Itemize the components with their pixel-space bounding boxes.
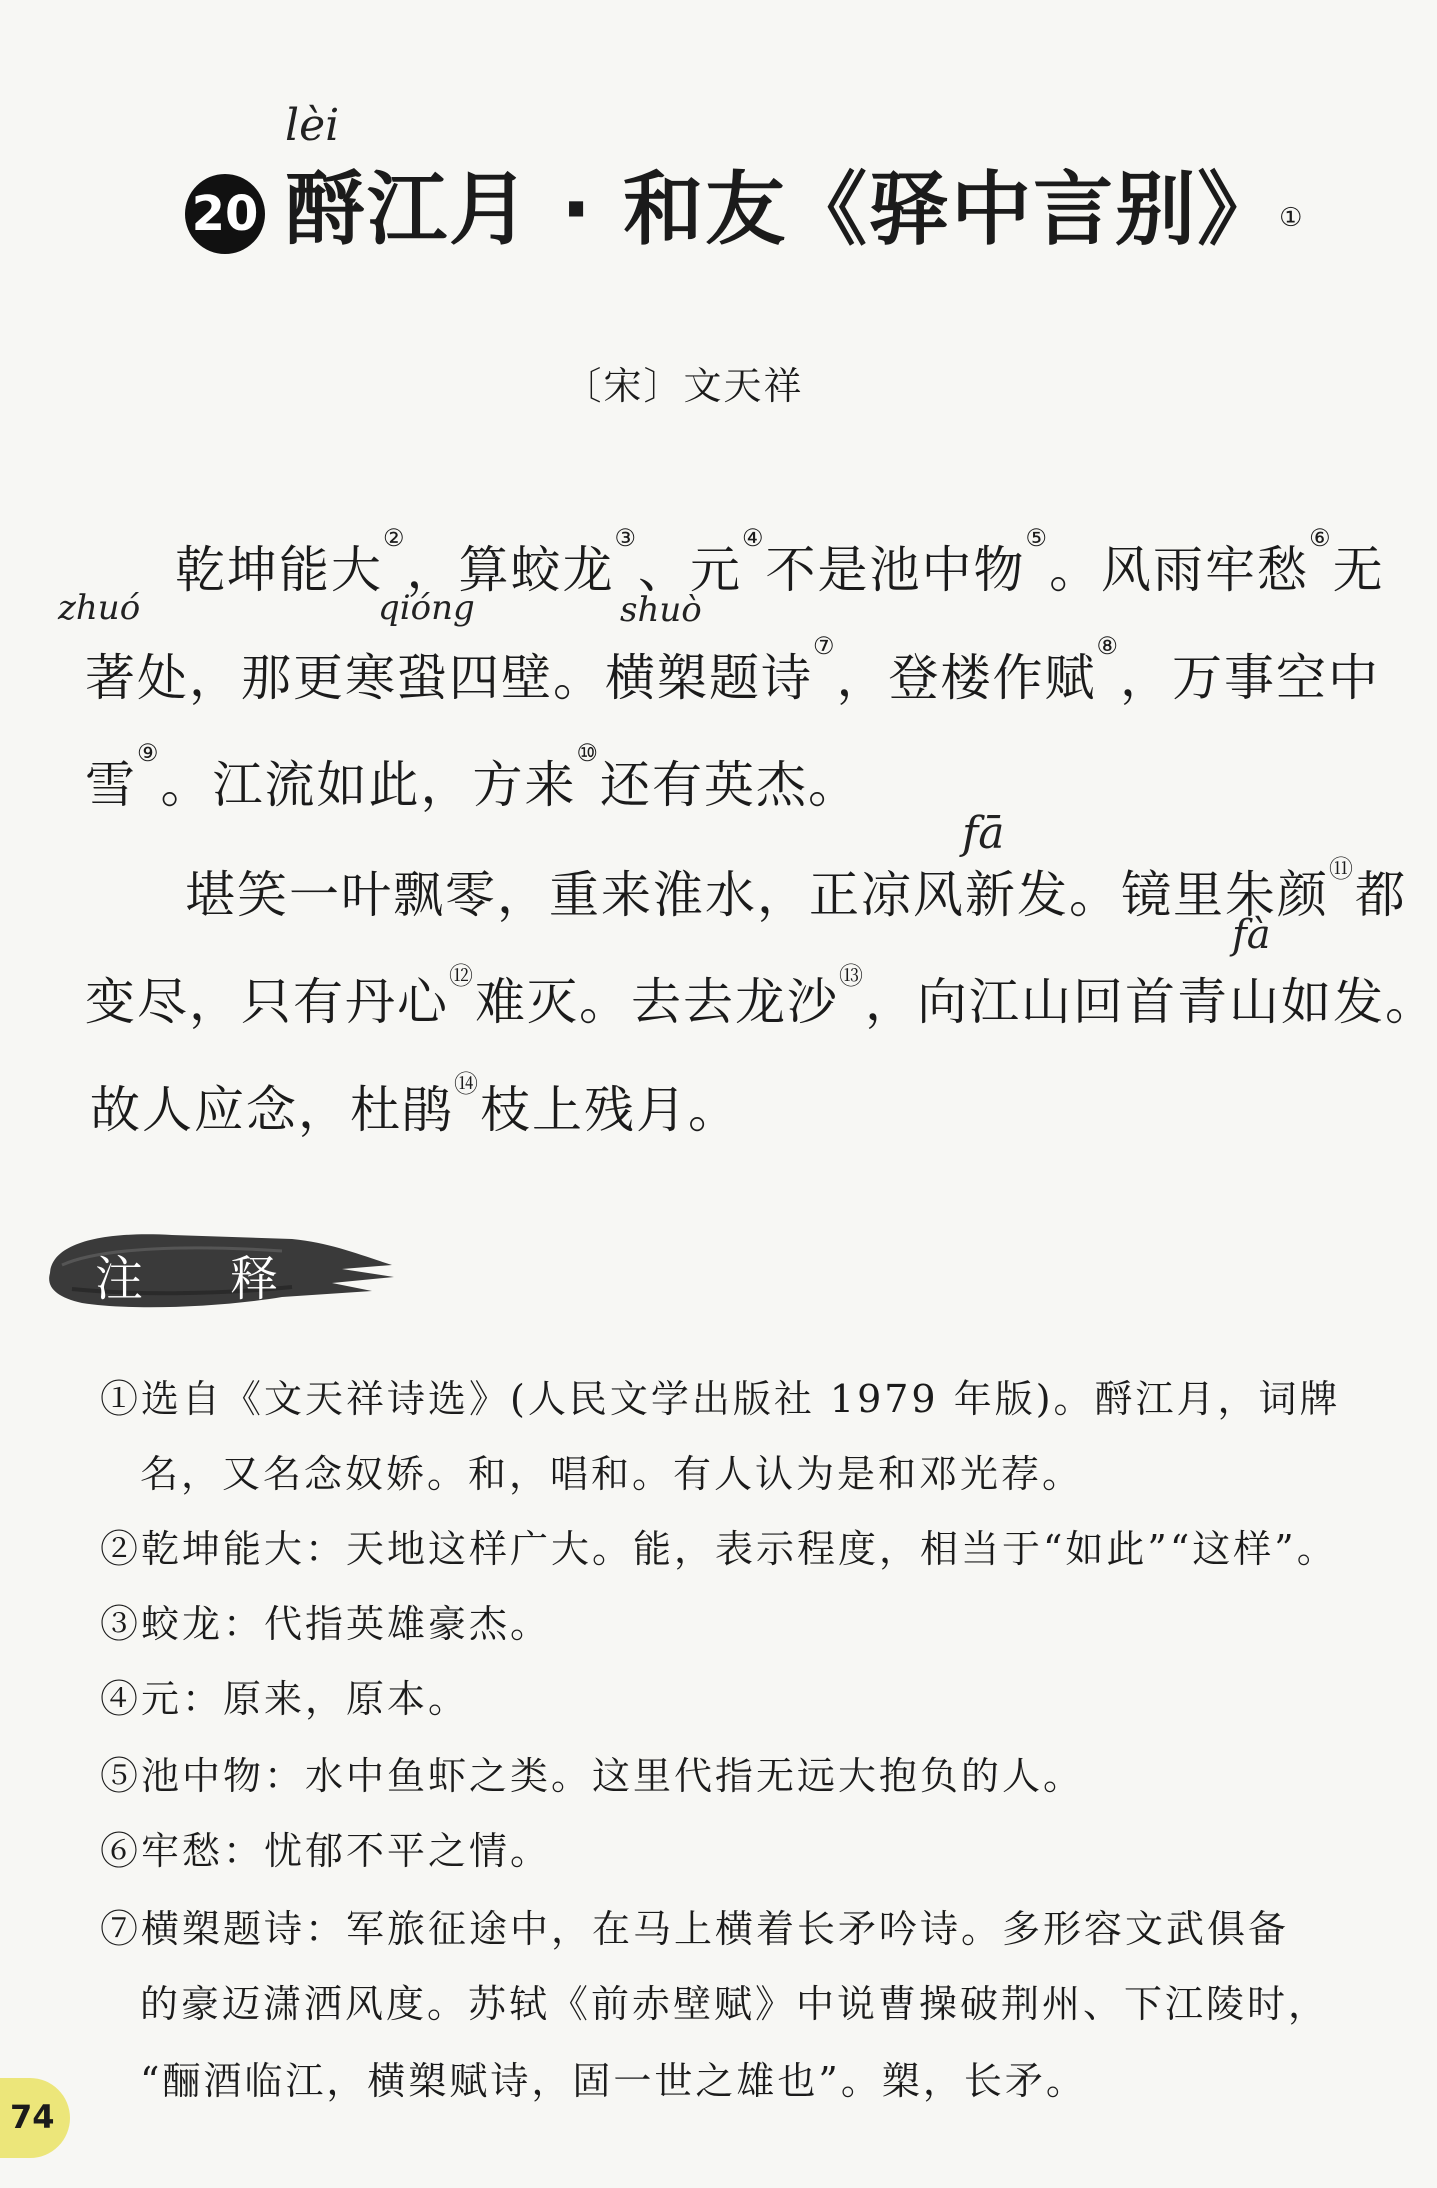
poem-line-3: 雪⑨。江流如此，方来⑩还有英杰。	[85, 739, 861, 814]
poem-line-4: 堪笑一叶飘零，重来淮水，正凉风新发。镜里朱颜⑪都	[185, 855, 1407, 924]
lesson-number-badge: 20	[185, 174, 265, 254]
pinyin-fa1: fā	[962, 808, 1005, 859]
note-5: ⑤池中物：水中鱼虾之类。这里代指无远大抱负的人。	[100, 1754, 1085, 1798]
pinyin-lei: lèi	[285, 100, 340, 151]
note-1: ①选自《文天祥诗选》(人民文学出版社 1979 年版)。酹江月，词牌	[100, 1377, 1341, 1421]
lesson-title-text	[285, 160, 1304, 260]
page-number: 74	[10, 2098, 55, 2136]
author-line: 〔宋〕文天祥	[563, 364, 804, 408]
poem-line-1: 乾坤能大②，算蛟龙③、元④不是池中物⑤。风雨牢愁⑥无	[175, 524, 1385, 599]
poem-line-2: 著处，那更寒蛩四壁。横槊题诗⑦，登楼作赋⑧，万事空中	[85, 632, 1381, 707]
note-7-cont-1: 的豪迈潇洒风度。苏轼《前赤壁赋》中说曹操破荆州、下江陵时，	[140, 1982, 1330, 2026]
poem-line-5: 变尽，只有丹心⑫难灭。去去龙沙⑬，向江山回首青山如发。	[85, 962, 1437, 1031]
note-6: ⑥牢愁：忧郁不平之情。	[100, 1829, 552, 1873]
poem-line-6: 故人应念，杜鹃⑭枝上残月。	[90, 1070, 740, 1139]
notes-header: 注 释	[95, 1251, 281, 1307]
note-7: ⑦横槊题诗：军旅征途中，在马上横着长矛吟诗。多形容文武俱备	[100, 1907, 1290, 1951]
note-2: ②乾坤能大：天地这样广大。能，表示程度，相当于“如此”“这样”。	[100, 1527, 1338, 1571]
pinyin-fa4: fà	[1232, 912, 1271, 958]
note-1-cont: 名，又名念奴娇。和，唱和。有人认为是和邓光荐。	[140, 1452, 1084, 1496]
note-3: ③蛟龙：代指英雄豪杰。	[100, 1602, 552, 1646]
title-note-marker: ①	[1279, 203, 1305, 233]
pinyin-qiong: qióng	[378, 588, 475, 628]
pinyin-zhuo: zhuó	[58, 588, 141, 628]
note-7-cont-2: “酾酒临江，横槊赋诗，固一世之雄也”。槊，长矛。	[140, 2059, 1087, 2103]
note-4: ④元：原来，原本。	[100, 1677, 470, 1721]
lesson-title	[185, 160, 1305, 270]
pinyin-shuo: shuò	[620, 590, 702, 630]
title-main: 酹江月 · 和友《驿中言别》	[285, 163, 1280, 256]
